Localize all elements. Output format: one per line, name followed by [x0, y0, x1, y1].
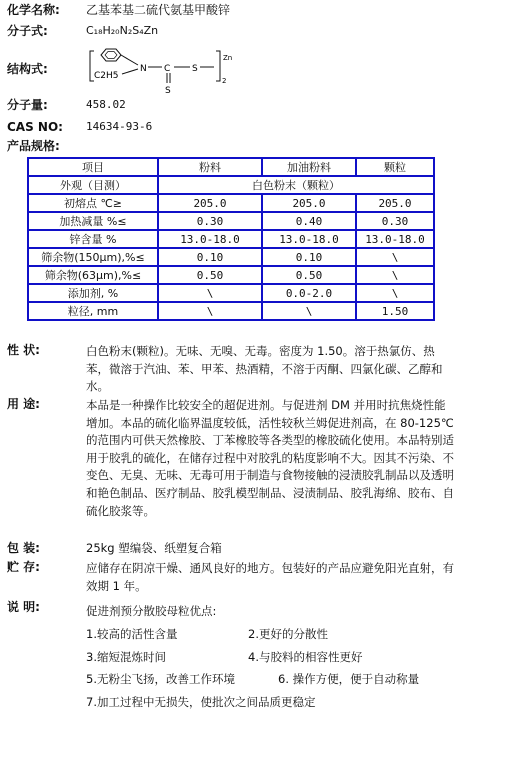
chemical-name-label: 化学名称:	[7, 3, 60, 17]
notes-label: 说 明:	[7, 600, 40, 614]
notes-intro: 促进剂预分散胶母粒优点:	[86, 604, 217, 618]
cell-oiled-powder: 0.50	[262, 266, 356, 284]
list-item: 3.缩短混炼时间	[86, 650, 166, 664]
sulfur-atom: S	[192, 64, 198, 74]
nitrogen-atom: N	[140, 64, 147, 74]
formula-value: C₁₈H₂₀N₂S₄Zn	[86, 24, 159, 37]
list-item: 6. 操作方便，便于自动称量	[278, 672, 420, 686]
row-item: 筛余物(63μm),%≤	[28, 266, 158, 284]
list-item: 1.较高的活性含量	[86, 627, 178, 641]
formula-label: 分子式:	[7, 24, 48, 38]
cell-powder: 13.0-18.0	[158, 230, 262, 248]
packaging-label: 包 装:	[7, 541, 40, 555]
cas-label: CAS NO:	[7, 120, 63, 134]
bracket-subscript: 2	[222, 77, 227, 85]
table-row	[28, 230, 434, 248]
list-item: 2.更好的分散性	[248, 627, 328, 641]
carbon-atom: C	[164, 64, 171, 74]
storage-text: 应储存在阴凉干燥、通风良好的地方。包装好的产品应避免阳光直射，有效期 1 年。	[86, 561, 454, 593]
row-item: 粒径, mm	[28, 302, 158, 320]
cell-granule: 13.0-18.0	[356, 230, 434, 248]
properties-label: 性 状:	[7, 343, 40, 357]
row-item: 外观（目测）	[28, 176, 158, 194]
spec-table	[27, 157, 435, 321]
zinc-atom: Zn	[223, 54, 233, 62]
chemical-name-value: 乙基苯基二硫代氨基甲酸锌	[86, 3, 231, 17]
table-row	[28, 194, 434, 212]
cell-oiled-powder: 0.40	[262, 212, 356, 230]
appearance-value: 白色粉末（颗粒）	[158, 176, 434, 194]
ethyl-group: C2H5	[94, 71, 119, 81]
header-item: 项目	[28, 158, 158, 176]
cell-oiled-powder: 0.10	[262, 248, 356, 266]
table-row	[28, 284, 434, 302]
header-powder: 粉料	[158, 158, 262, 176]
cell-granule: \	[356, 248, 434, 266]
cell-granule: 0.30	[356, 212, 434, 230]
usage-text: 本品是一种操作比较安全的超促进剂。与促进剂 DM 并用时抗焦烧性能增加。本品的硫化临界温度较低，活性较秋兰姆促进剂高，在 80-125℃的范围内可供天然橡胶、丁苯橡胶等各类型的橡胶硫化使用。本品特别适用于胶乳的硫化，在储存过程中对胶乳的粘度影响不大。因其不污染、不变色、无臭、无味、无毒可用于制造与食物接触的浸渍胶乳制品以及透明和艳色制品、医疗制品、胶乳模型制品、浸渍制品、胶乳海绵、胶布、自硫化胶浆等。	[86, 398, 454, 518]
cell-powder: 205.0	[158, 194, 262, 212]
list-item: 7.加工过程中无损失，使批次之间品质更稳定	[86, 695, 316, 709]
cell-oiled-powder: 0.0-2.0	[262, 284, 356, 302]
table-row	[28, 266, 434, 284]
mol-weight-value: 458.02	[86, 98, 126, 111]
usage-label: 用 途:	[7, 397, 40, 411]
cell-powder: 0.50	[158, 266, 262, 284]
cell-powder: 0.10	[158, 248, 262, 266]
cell-powder: \	[158, 284, 262, 302]
cell-granule: \	[356, 266, 434, 284]
cell-granule: 1.50	[356, 302, 434, 320]
cell-oiled-powder: 205.0	[262, 194, 356, 212]
cell-granule: 205.0	[356, 194, 434, 212]
structural-formula	[86, 47, 246, 95]
structural-formula-drawing	[86, 47, 246, 95]
table-header-row	[28, 158, 434, 176]
sulfur-thione: S	[165, 86, 171, 95]
packaging-text: 25kg 塑编袋、纸塑复合箱	[86, 541, 222, 555]
properties-text: 白色粉末(颗粒)。无味、无嗅、无毒。密度为 1.50。溶于热氯仿、热苯，微溶于汽油、苯、甲苯、热酒精，不溶于丙酮、四氯化碳、乙醇和水。	[86, 344, 443, 394]
cell-granule: \	[356, 284, 434, 302]
list-item: 4.与胶料的相容性更好	[248, 650, 363, 664]
table-row	[28, 248, 434, 266]
table-row	[28, 176, 434, 194]
cell-powder: \	[158, 302, 262, 320]
header-granule: 颗粒	[356, 158, 434, 176]
spec-heading: 产品规格:	[7, 139, 60, 153]
storage-label: 贮 存:	[7, 560, 40, 574]
cell-powder: 0.30	[158, 212, 262, 230]
table-row	[28, 302, 434, 320]
row-item: 添加剂, %	[28, 284, 158, 302]
structure-label: 结构式:	[7, 62, 48, 76]
cell-oiled-powder: \	[262, 302, 356, 320]
cas-value: 14634-93-6	[86, 120, 153, 133]
header-oiled-powder: 加油粉料	[262, 158, 356, 176]
list-item: 5.无粉尘飞扬，改善工作环境	[86, 672, 235, 686]
row-item: 初熔点 ℃≥	[28, 194, 158, 212]
cell-oiled-powder: 13.0-18.0	[262, 230, 356, 248]
row-item: 加热减量 %≤	[28, 212, 158, 230]
row-item: 锌含量 %	[28, 230, 158, 248]
mol-weight-label: 分子量:	[7, 98, 48, 112]
table-row	[28, 212, 434, 230]
row-item: 筛余物(150μm),%≤	[28, 248, 158, 266]
